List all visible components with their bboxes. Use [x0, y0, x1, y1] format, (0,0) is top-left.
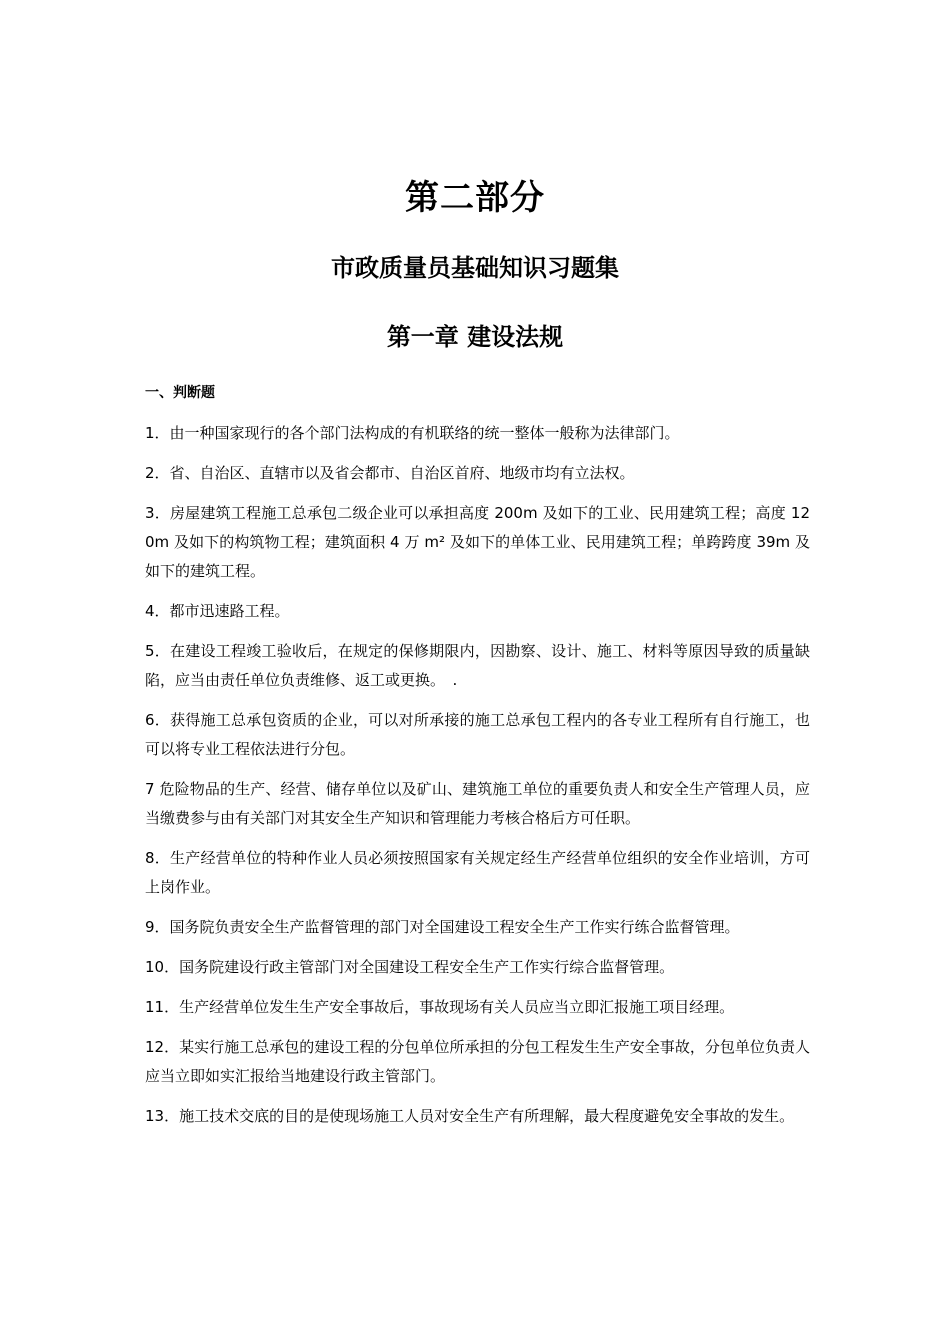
question-item-2: 2．省、自治区、直辖市以及省会都市、自治区首府、地级市均有立法权。	[145, 464, 635, 482]
question-item-7: 7 危险物品的生产、经营、储存单位以及矿山、建筑施工单位的重要负责人和安全生产管理人员，应当缴费参与由有关部门对其安全生产知识和管理能力考核合格后方可任职。	[145, 780, 810, 827]
question-item-3: 3．房屋建筑工程施工总承包二级企业可以承担高度 200m 及如下的工业、民用建筑工程；高度 120m 及如下的构筑物工程；建筑面积 4 万 m² 及如下的单体工业、民用建筑工程；单跨跨度 39m 及如下的建筑工程。	[145, 504, 810, 580]
question-item-5: 5．在建设工程竣工验收后，在规定的保修期限内，因勘察、设计、施工、材料等原因导致的质量缺陷，应当由责任单位负责维修、返工或更换。 .	[145, 642, 810, 689]
question-item-1: 1．由一种国家现行的各个部门法构成的有机联络的统一整体一般称为法律部门。	[145, 424, 680, 442]
question-list	[145, 419, 810, 1142]
question-item-8: 8．生产经营单位的特种作业人员必须按照国家有关规定经生产经营单位组织的安全作业培训，方可上岗作业。	[145, 849, 810, 896]
section-heading: 一、判断题	[145, 385, 215, 401]
collection-title: 市政质量员基础知识习题集	[331, 254, 619, 282]
question-item-12: 12．某实行施工总承包的建设工程的分包单位所承担的分包工程发生生产安全事故，分包单位负责人应当立即如实汇报给当地建设行政主管部门。	[145, 1038, 810, 1085]
question-item-13: 13．施工技术交底的目的是使现场施工人员对安全生产有所理解，最大程度避免安全事故的发生。	[145, 1107, 795, 1125]
chapter-title: 第一章 建设法规	[386, 323, 564, 351]
question-item-4: 4．都市迅速路工程。	[145, 602, 290, 620]
question-item-6: 6．获得施工总承包资质的企业，可以对所承接的施工总承包工程内的各专业工程所有自行施工，也可以将专业工程依法进行分包。	[145, 711, 810, 758]
question-item-11: 11．生产经营单位发生生产安全事故后，事故现场有关人员应当立即汇报施工项目经理。	[145, 998, 735, 1016]
question-item-10: 10．国务院建设行政主管部门对全国建设工程安全生产工作实行综合监督管理。	[145, 958, 675, 976]
part-title: 第二部分	[405, 178, 545, 218]
question-item-9: 9．国务院负责安全生产监督管理的部门对全国建设工程安全生产工作实行练合监督管理。	[145, 918, 740, 936]
